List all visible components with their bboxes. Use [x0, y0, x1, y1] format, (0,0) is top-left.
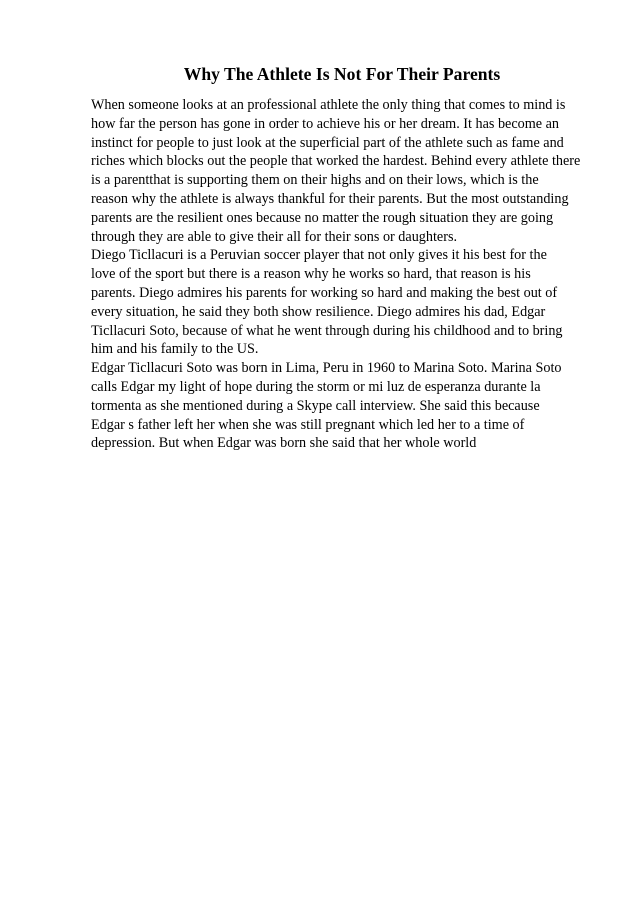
document-title: Why The Athlete Is Not For Their Parents [183, 64, 501, 84]
body-line: Ticllacuri Soto, because of what he went through during his childhood and to bring [91, 322, 563, 339]
body-line: calls Edgar my light of hope during the storm or mi luz de esperanza durante la [91, 378, 541, 395]
body-line: riches which blocks out the people that worked the hardest. Behind every athlete there [91, 153, 581, 170]
document-body [91, 96, 611, 453]
body-line: Edgar Ticllacuri Soto was born in Lima, Peru in 1960 to Marina Soto. Marina Soto [91, 360, 562, 377]
body-line: reason why the athlete is always thankful for their parents. But the most outstanding [91, 190, 569, 207]
body-line: When someone looks at an professional athlete the only thing that comes to mind is [91, 97, 566, 113]
body-line: him and his family to the US. [91, 341, 259, 358]
body-line: parents. Diego admires his parents for working so hard and making the best out of [91, 284, 558, 301]
body-line: is a parentthat is supporting them on their highs and on their lows, which is the [91, 172, 539, 189]
body-line: instinct for people to just look at the superficial part of the athlete such as fame and [91, 134, 564, 151]
body-line: tormenta as she mentioned during a Skype call interview. She said this because [91, 397, 540, 414]
body-line: how far the person has gone in order to achieve his or her dream. It has become an [91, 115, 560, 132]
body-line: every situation, he said they both show resilience. Diego admires his dad, Edgar [91, 303, 546, 320]
body-line: love of the sport but there is a reason why he works so hard, that reason is his [91, 266, 531, 283]
body-line: Edgar s father left her when she was still pregnant which led her to a time of [91, 416, 525, 433]
body-line: through they are able to give their all for their sons or daughters. [91, 228, 458, 245]
body-line: parents are the resilient ones because no matter the rough situation they are going [91, 209, 554, 226]
body-line: Diego Ticllacuri is a Peruvian soccer player that not only gives it his best for the [91, 247, 547, 264]
body-line: depression. But when Edgar was born she said that her whole world [91, 435, 477, 452]
